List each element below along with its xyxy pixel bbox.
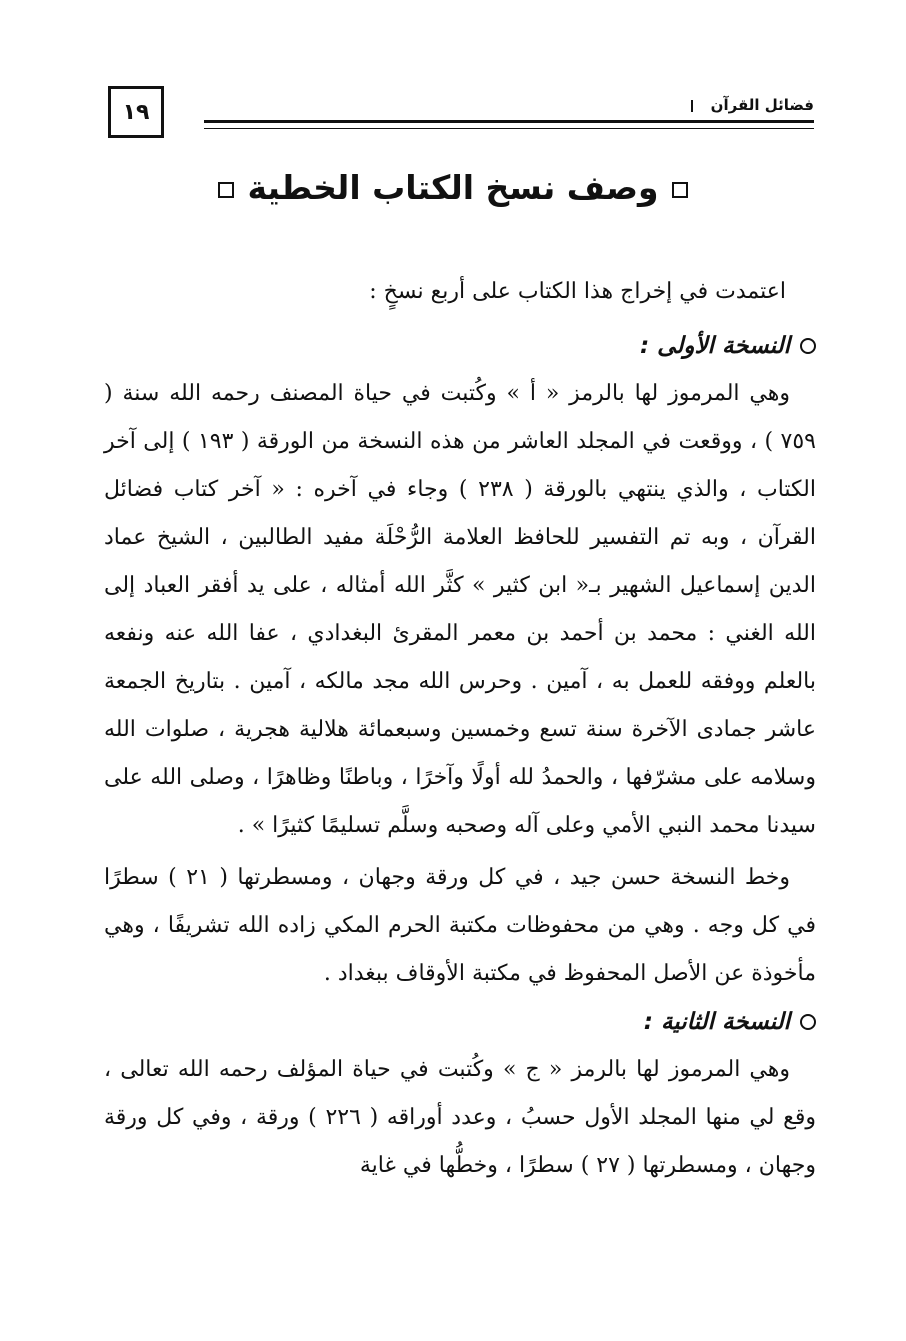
copy2-heading bbox=[104, 998, 816, 1046]
page-header bbox=[108, 86, 814, 146]
page-number: ١٩ bbox=[122, 99, 150, 125]
header-rule-thick bbox=[204, 120, 814, 123]
section-title-text: وصف نسخ الكتاب الخطية bbox=[247, 168, 659, 207]
section-title bbox=[0, 168, 906, 207]
copy1-heading bbox=[104, 322, 816, 370]
page-number-box bbox=[108, 86, 164, 138]
intro-paragraph: اعتمدت في إخراج هذا الكتاب على أربع نسخٍ : bbox=[369, 279, 786, 304]
copy2-heading-text: النسخة الثانية : bbox=[643, 1009, 790, 1035]
copy1-heading-text: النسخة الأولى : bbox=[639, 333, 790, 359]
running-head bbox=[673, 96, 814, 114]
square-ornament-icon bbox=[218, 182, 234, 198]
circle-bullet-icon bbox=[800, 1014, 816, 1030]
copy1-paragraph-2: وخط النسخة حسن جيد ، في كل ورقة وجهان ، ومسطرتها ( ٢١ ) سطرًا في كل وجه . وهي من محفوظات مكتبة الحرم المكي زاده الله تشريفًا ، وهي مأخوذة عن الأصل المحفوظ في مكتبة الأوقاف ببغداد . bbox=[104, 865, 816, 986]
copy2-paragraph-1: وهي المرموز لها بالرمز « ج » وكُتبت في حياة المؤلف رحمه الله تعالى ، وقع لي منها المجلد الأول حسبُ ، وعدد أوراقه ( ٢٢٦ ) ورقة ، وفي كل ورقة وجهان ، ومسطرتها ( ٢٧ ) سطرًا ، وخطُّها في غاية bbox=[104, 1057, 816, 1178]
copy1-paragraph-1: وهي المرموز لها بالرمز « أ » وكُتبت في حياة المصنف رحمه الله سنة ( ٧٥٩ ) ، ووقعت في المجلد العاشر من هذه النسخة من الورقة ( ١٩٣ ) إلى آخر الكتاب ، والذي ينتهي بالورقة ( ٢٣٨ ) وجاء في آخره : « آخر كتاب فضائل القرآن ، وبه تم التفسير للحافظ العلامة الرُّحْلَة مفيد الطالبين ، الشيخ عماد الدين إسماعيل الشهير بـ« ابن كثير » كثَّر الله أمثاله ، على يد أفقر العباد إلى الله الغني : محمد بن أحمد بن معمر المقرئ البغدادي ، عفا الله عنه ونفعه بالعلم ووفقه للعمل به ، آمين . وحرس الله مجد مالكه ، آمين . بتاريخ الجمعة عاشر جمادى الآخرة سنة تسع وخمسين وسبعمائة هلالية هجرية ، صلوات الله وسلامه على مشرّفها ، والحمدُ لله أولًا وآخرًا ، وباطنًا وظاهرًا ، وصلى الله على سيدنا محمد النبي الأمي وعلى آله وصحبه وسلَّم تسليمًا كثيرًا » . bbox=[104, 381, 816, 838]
square-ornament-icon bbox=[672, 182, 688, 198]
header-rule-thin bbox=[204, 128, 814, 129]
page-body bbox=[104, 268, 816, 1190]
running-separator bbox=[691, 100, 693, 112]
running-title: فضائل القرآن bbox=[710, 96, 814, 114]
circle-bullet-icon bbox=[800, 338, 816, 354]
